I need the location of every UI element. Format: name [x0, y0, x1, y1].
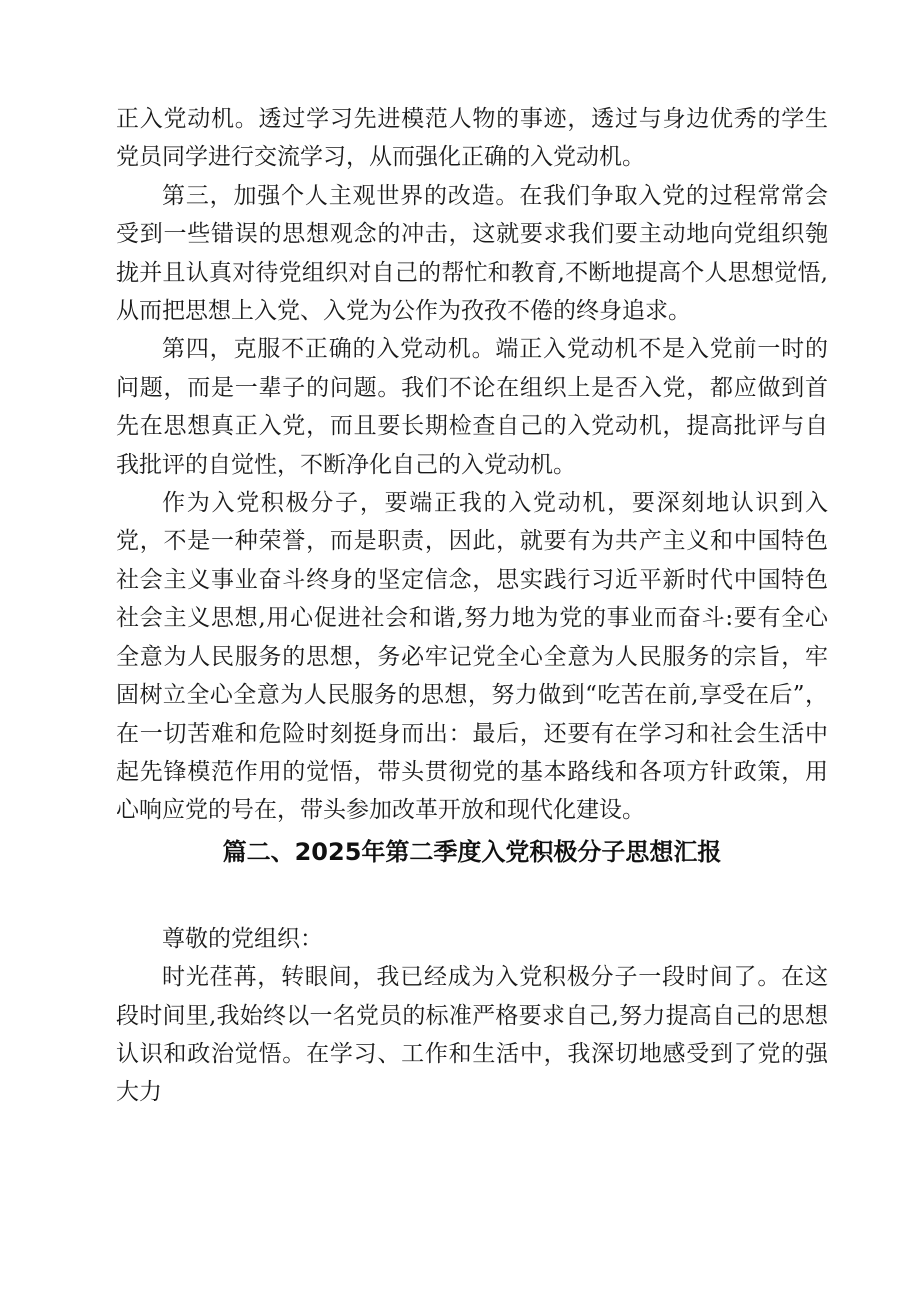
- paragraph-3: 第四，克服不正确的入党动机。端正入党动机不是入党前一时的问题，而是一辈子的问题。我们不论在组织上是否入党，都应做到首先在思想真正入党，而且要长期检查自己的入党动机，提高批评与自我批评的自觉性，不断净化自己的入党动机。: [116, 336, 828, 478]
- paragraph-5: 时光荏苒，转眼间，我已经成为入党积极分子一段时间了。在这段时间里,我始终以一名党员的标准严格要求自己,努力提高自己的思想认识和政治觉悟。在学习、工作和生活中，我深切地感受到了党的强大力: [116, 964, 828, 1106]
- section-spacer: [116, 872, 828, 910]
- section-title: 篇二、2025年第二季度入党积极分子思想汇报: [222, 837, 722, 866]
- paragraph-2: 第三，加强个人主观世界的改造。在我们争取入党的过程常常会受到一些错误的思想观念的冲击，这就要求我们要主动地向党组织匏拢并且认真对待党组织对自己的帮忙和教育,不断地提高个人思想觉悟,从而把思想上入党、入党为公作为孜孜不倦的终身追求。: [116, 182, 828, 325]
- paragraph-4: 作为入党积极分子，要端正我的入党动机，要深刻地认识到入党，不是一种荣誉，而是职责，因此，就要有为共产主义和中国特色社会主义事业奋斗终身的坚定信念，思实践行习近平新时代中国特色社会主义思想,用心促进社会和谐,努力地为党的事业而奋斗:要有全心全意为人民服务的思想，务必牢记党全心全意为人民服务的宗旨，牢固树立全心全意为人民服务的思想，努力做到“吃苦在前,享受在后”，在一切苦难和危险时刻挺身而出：最后，还要有在学习和社会生活中起先锋模范作用的觉悟，带头贯彻党的基本路线和各项方针政策，用心响应党的号在，带头参加改革开放和现代化建设。: [116, 490, 828, 824]
- salutation: 尊敬的党组织：: [162, 925, 323, 952]
- paragraph-1: 正入党动机。透过学习先进模范人物的事迹，透过与身边优秀的学生党员同学进行交流学习，从而强化正确的入党动机。: [116, 106, 828, 171]
